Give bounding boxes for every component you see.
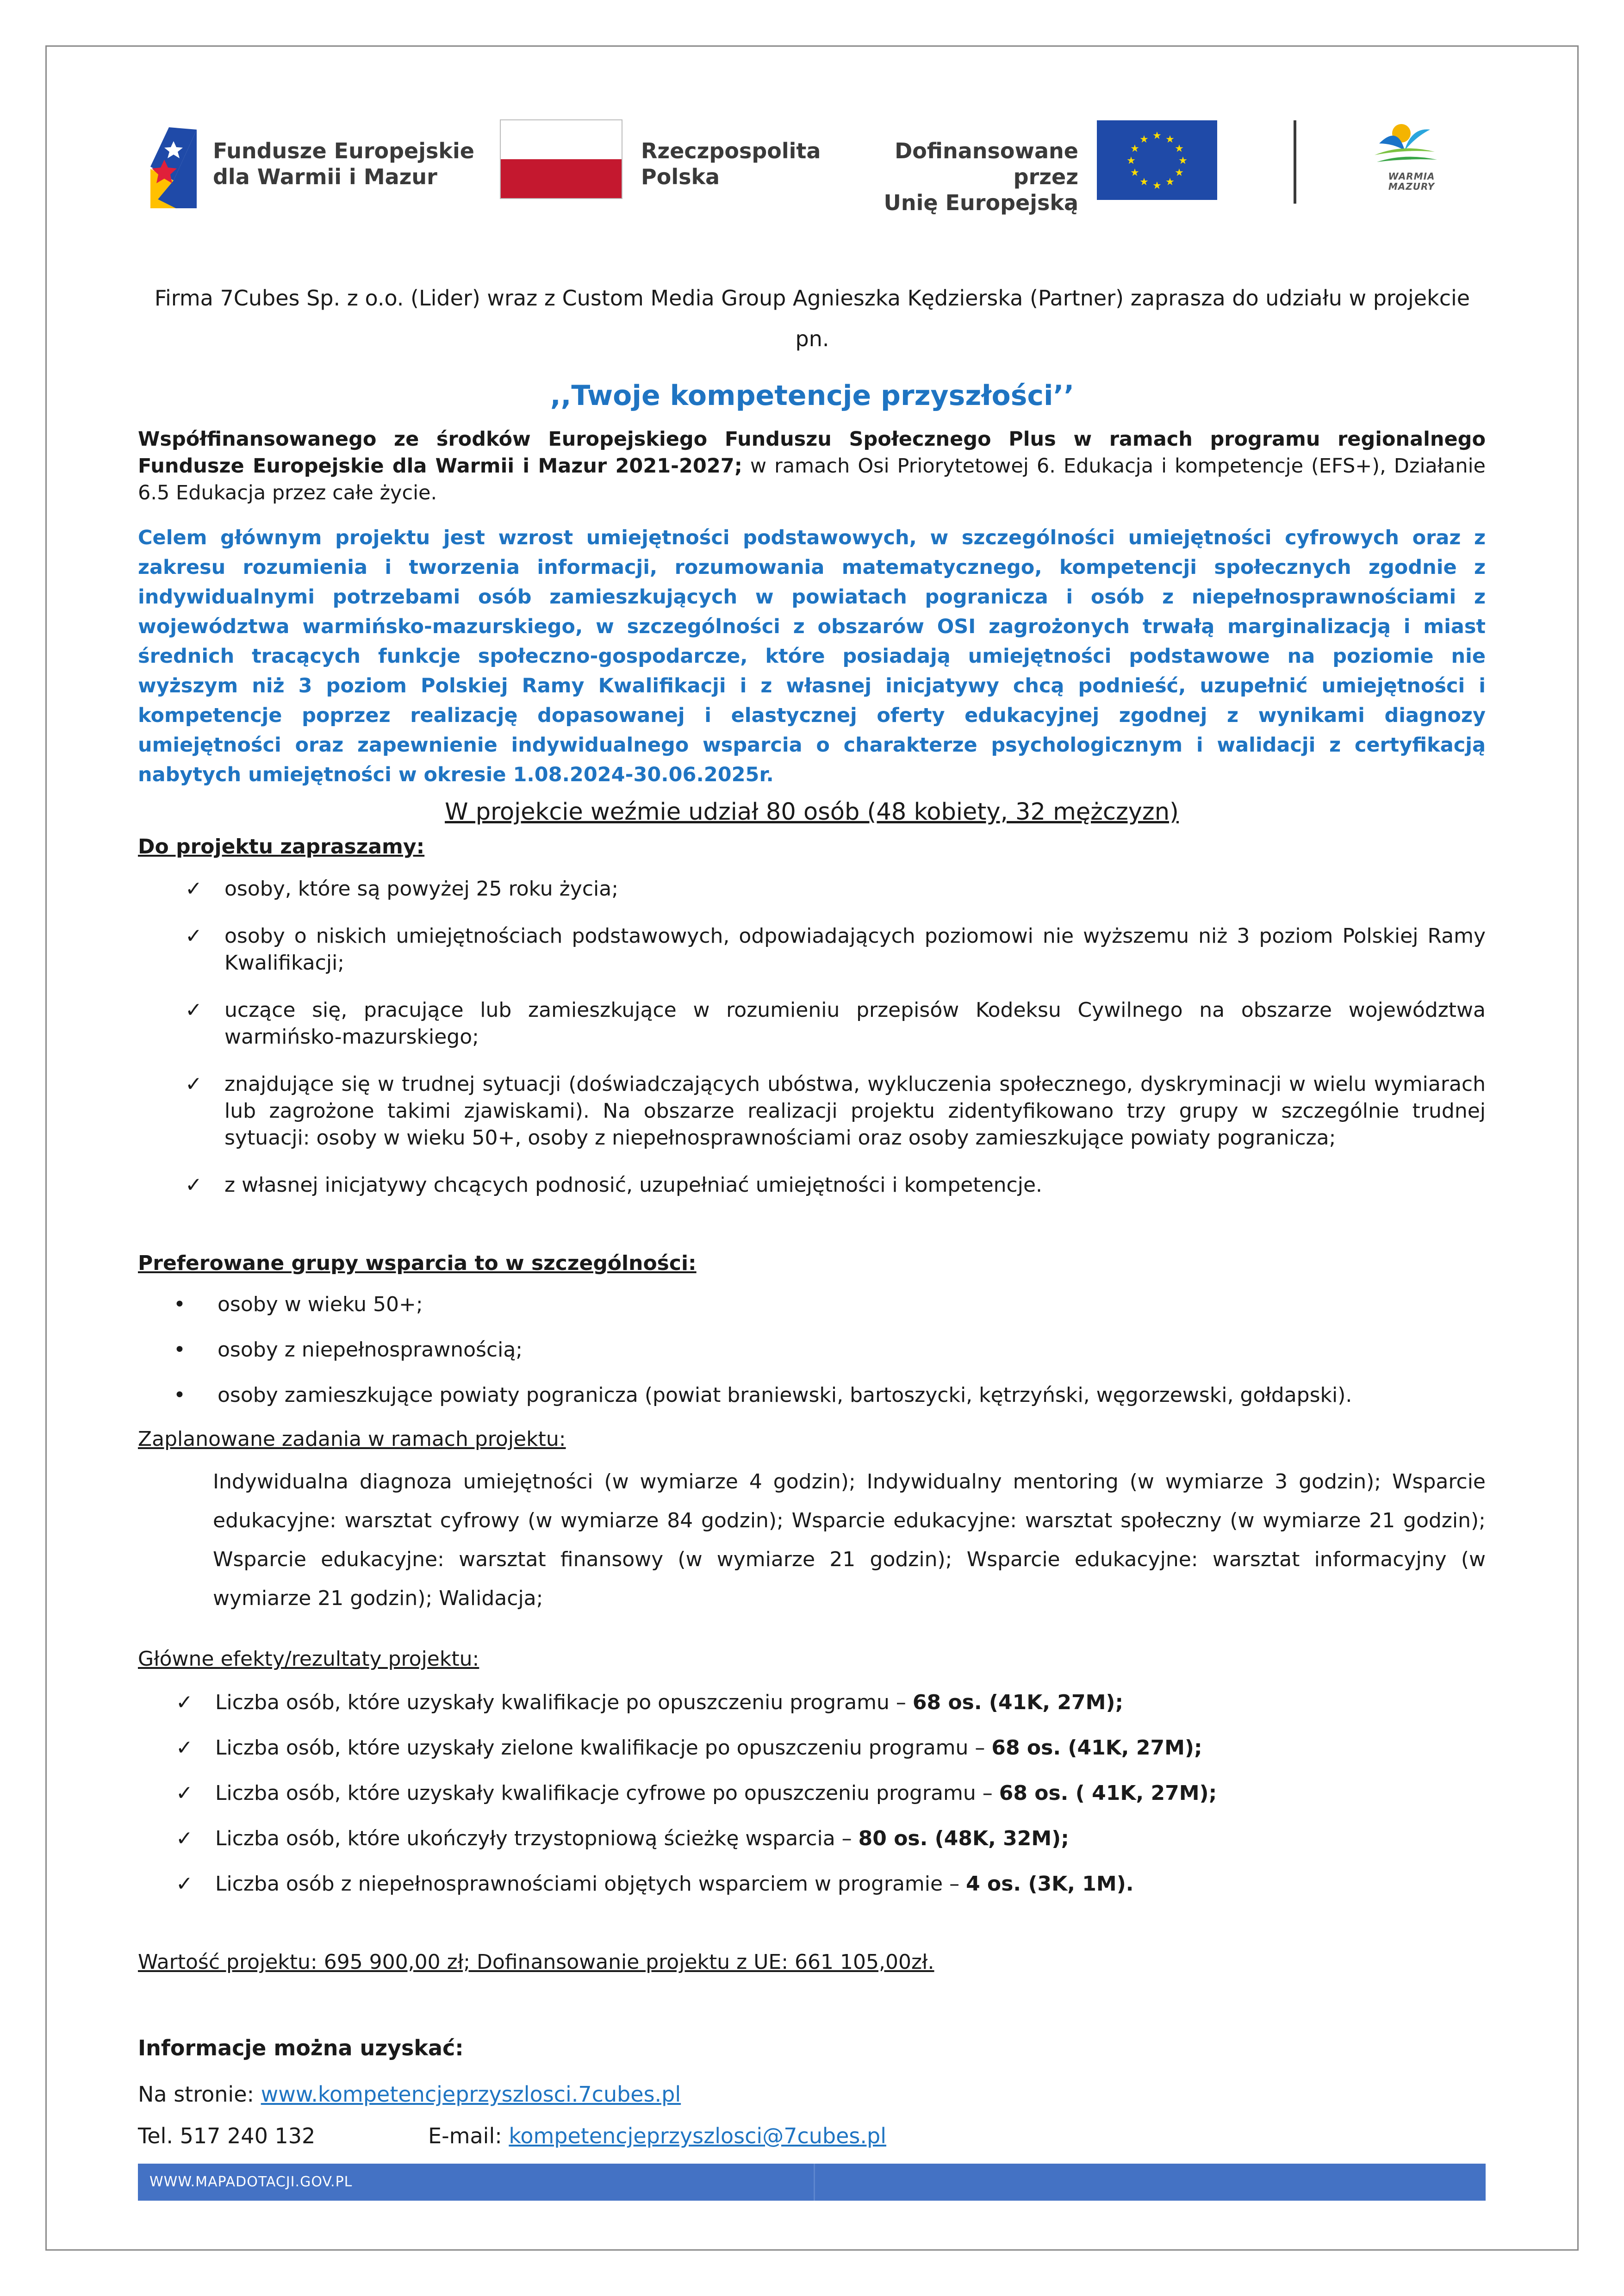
polish-flag-icon (500, 119, 622, 199)
cofunding-rest: w ramach Osi Priorytetowej 6. Edukacja i kompetencje (EFS+), Działanie 6.5 Edukacja przez całe życie. (138, 454, 1486, 504)
cofunding-bold: Współfinansowanego ze środków Europejskiego Funduszu Społecznego Plus w ramach programu regionalnego Fundusze Europejskie dla Warmii i Mazur 2021-2027; (138, 428, 1486, 478)
footer-url[interactable]: WWW.MAPADOTACJI.GOV.PL (149, 2174, 353, 2190)
fe-logo-text (213, 138, 474, 190)
rp-logo-line1: Rzeczpospolita (641, 138, 821, 163)
check-icon: ✓ (185, 1173, 202, 1197)
website-line (138, 2080, 681, 2108)
svg-text:★: ★ (1126, 155, 1136, 167)
check-icon: ✓ (185, 998, 202, 1022)
list-item: ✓ Liczba osób z niepełnosprawnościami objętych wsparciem w programie – 4 os. (3K, 1M). (176, 1871, 1476, 1898)
fe-logo-line1: Fundusze Europejskie (213, 138, 474, 163)
list-item: ✓ Liczba osób, które uzyskały zielone kwalifikacje po opuszczeniu programu – 68 os. (41K, 27M); (176, 1735, 1476, 1761)
check-icon: ✓ (176, 1872, 193, 1896)
svg-text:★: ★ (1139, 134, 1149, 145)
bullet-icon: • (174, 1293, 186, 1316)
logo-eu (852, 116, 1222, 215)
list-item: ✓ znajdujące się w trudnej sytuacji (doświadczających ubóstwa, wykluczenia społecznego, dyskryminacji w wielu wymiarach lub zagrożone takimi zjawiskami). Na obszarze realizacji projektu zidentyfikowano trzy grupy w szczególnie trudnej sytuacji: osoby w wieku 50+, osoby z niepełnosprawnościami oraz osoby zamieszkujące powiaty pogranicza; (185, 1071, 1486, 1151)
check-icon: ✓ (185, 924, 202, 948)
intro-text: Firma 7Cubes Sp. z o.o. (Lider) wraz z Custom Media Group Agnieszka Kędzierska (Partner) zaprasza do udziału w projekcie pn. (154, 286, 1470, 351)
wm-logo-text: WARMIA MAZURY (1388, 171, 1435, 192)
contact-heading: Informacje można uzyskać: (138, 2035, 464, 2060)
check-icon: ✓ (176, 1781, 193, 1805)
footer-bar (138, 2164, 1486, 2201)
svg-text:★: ★ (1152, 180, 1162, 192)
results-list (176, 1689, 1476, 1916)
check-icon: ✓ (185, 877, 202, 901)
list-item: ✓ osoby o niskich umiejętnościach podstawowych, odpowiadających poziomowi nie wyższemu niż 3 poziom Polskiej Ramy Kwalifikacji; (185, 923, 1486, 977)
svg-text:★: ★ (1165, 134, 1175, 145)
website-link[interactable]: www.kompetencjeprzyszlosci.7cubes.pl (261, 2082, 681, 2107)
footer-divider (814, 2164, 815, 2201)
email-label: E-mail: (428, 2123, 509, 2148)
preferred-heading: Preferowane grupy wsparcia to w szczególności: (138, 1251, 697, 1275)
logo-separator (1294, 120, 1296, 204)
invite-list (185, 876, 1486, 1219)
eu-logo-text (852, 138, 1078, 216)
project-value: Wartość projektu: 695 900,00 zł; Dofinansowanie projektu z UE: 661 105,00zł. (138, 1950, 934, 1974)
preferred-list (174, 1291, 1474, 1427)
warmia-mazury-icon (1361, 116, 1444, 171)
svg-text:★: ★ (1178, 155, 1188, 167)
list-item: • osoby z niepełnosprawnością; (174, 1337, 1474, 1363)
bullet-icon: • (174, 1383, 186, 1407)
tasks-text: Indywidualna diagnoza umiejętności (w wymiarze 4 godzin); Indywidualny mentoring (w wymiarze 3 godzin); Wsparcie edukacyjne: warsztat cyfrowy (w wymiarze 84 godzin); Wsparcie edukacyjne: warsztat społeczny (w wymiarze 21 godzin); Wsparcie edukacyjne: warsztat finansowy (w wymiarze 21 godzin); Wsparcie edukacyjne: warsztat informacyjny (w wymiarze 21 godzin); Walidacja; (213, 1470, 1486, 1610)
list-item: ✓ Liczba osób, które uzyskały kwalifikacje cyfrowe po opuszczeniu programu – 68 os. ( 41K, 27M); (176, 1780, 1476, 1807)
svg-text:★: ★ (1139, 176, 1149, 188)
check-icon: ✓ (176, 1827, 193, 1850)
svg-text:★: ★ (1130, 167, 1139, 179)
tasks-heading: Zaplanowane zadania w ramach projektu: (138, 1427, 566, 1451)
list-item: ✓ z własnej inicjatywy chcących podnosić, uzupełniać umiejętności i kompetencje. (185, 1172, 1486, 1199)
email-line (428, 2122, 886, 2150)
cofunding-paragraph (138, 426, 1486, 506)
list-item: • osoby zamieszkujące powiaty pogranicza (powiat braniewski, bartoszycki, kętrzyński, węgorzewski, gołdapski). (174, 1382, 1474, 1409)
check-icon: ✓ (185, 1072, 202, 1096)
svg-text:★: ★ (1130, 143, 1139, 155)
phone-number: Tel. 517 240 132 (138, 2123, 316, 2148)
list-item: ✓ uczące się, pracujące lub zamieszkujące w rozumieniu przepisów Kodeksu Cywilnego na obszarze województwa warmińsko-mazurskiego; (185, 997, 1486, 1051)
svg-text:★: ★ (1175, 143, 1184, 155)
project-title: ,,Twoje kompetencje przyszłości’’ (550, 380, 1075, 412)
logo-rzeczpospolita (500, 116, 861, 208)
fe-logo-line2: dla Warmii i Mazur (213, 164, 437, 189)
logo-fundusze-europejskie (146, 116, 516, 208)
rp-logo-line2: Polska (641, 164, 720, 189)
website-label: Na stronie: (138, 2082, 261, 2107)
email-link[interactable]: kompetencjeprzyszlosci@7cubes.pl (509, 2123, 886, 2148)
check-icon: ✓ (176, 1691, 193, 1714)
results-heading: Główne efekty/rezultaty projektu: (138, 1647, 479, 1671)
eu-logo-line2: Unię Europejską (884, 190, 1078, 215)
eu-logo-line1: Dofinansowane przez (895, 138, 1078, 189)
check-icon: ✓ (176, 1736, 193, 1760)
participants-info: W projekcie weźmie udział 80 osób (48 kobiety, 32 mężczyzn) (445, 798, 1179, 826)
list-item: ✓ Liczba osób, które ukończyły trzystopniową ścieżkę wsparcia – 80 os. (48K, 32M); (176, 1825, 1476, 1852)
rp-logo-text (641, 138, 821, 190)
list-item: ✓ osoby, które są powyżej 25 roku życia; (185, 876, 1486, 902)
svg-text:★: ★ (1152, 130, 1162, 142)
bullet-icon: • (174, 1338, 186, 1362)
svg-text:★: ★ (1165, 176, 1175, 188)
list-item: • osoby w wieku 50+; (174, 1291, 1474, 1318)
invite-heading: Do projektu zapraszamy: (138, 835, 425, 859)
svg-text:★: ★ (1175, 167, 1184, 179)
logo-warmia-mazury (1361, 116, 1444, 208)
fe-star-icon (146, 116, 201, 208)
project-goal: Celem głównym projektu jest wzrost umiejętności podstawowych, w szczególności umiejętności cyfrowych oraz z zakresu rozumienia i tworzenia informacji, rozumowania matematycznego, kompetencji społecznych zgodnie z indywidualnymi potrzebami osób zamieszkujących w powiatach pogranicza i osób z niepełnosprawnościami z województwa warmińsko-mazurskiego, w szczególności z obszarów OSI zagrożonych trwałą marginalizacją i miast średnich tracących funkcje społeczno-gospodarcze, które posiadają umiejętności podstawowe na poziomie nie wyższym niż 3 poziom Polskiej Ramy Kwalifikacji i z własnej inicjatywy chcą podnieść, uzupełnić umiejętności i kompetencje poprzez realizację dopasowanej i elastycznej oferty edukacyjnej zgodnej z wynikami diagnozy umiejętności oraz zapewnienie indywidualnego wsparcia o charakterze psychologicznym i walidacji z certyfikacją nabytych umiejętności w okresie 1.08.2024-30.06.2025r. (138, 526, 1486, 786)
list-item: ✓ Liczba osób, które uzyskały kwalifikacje po opuszczeniu programu – 68 os. (41K, 27M); (176, 1689, 1476, 1716)
logo-bar (139, 116, 1462, 215)
eu-flag-icon (1097, 120, 1217, 200)
